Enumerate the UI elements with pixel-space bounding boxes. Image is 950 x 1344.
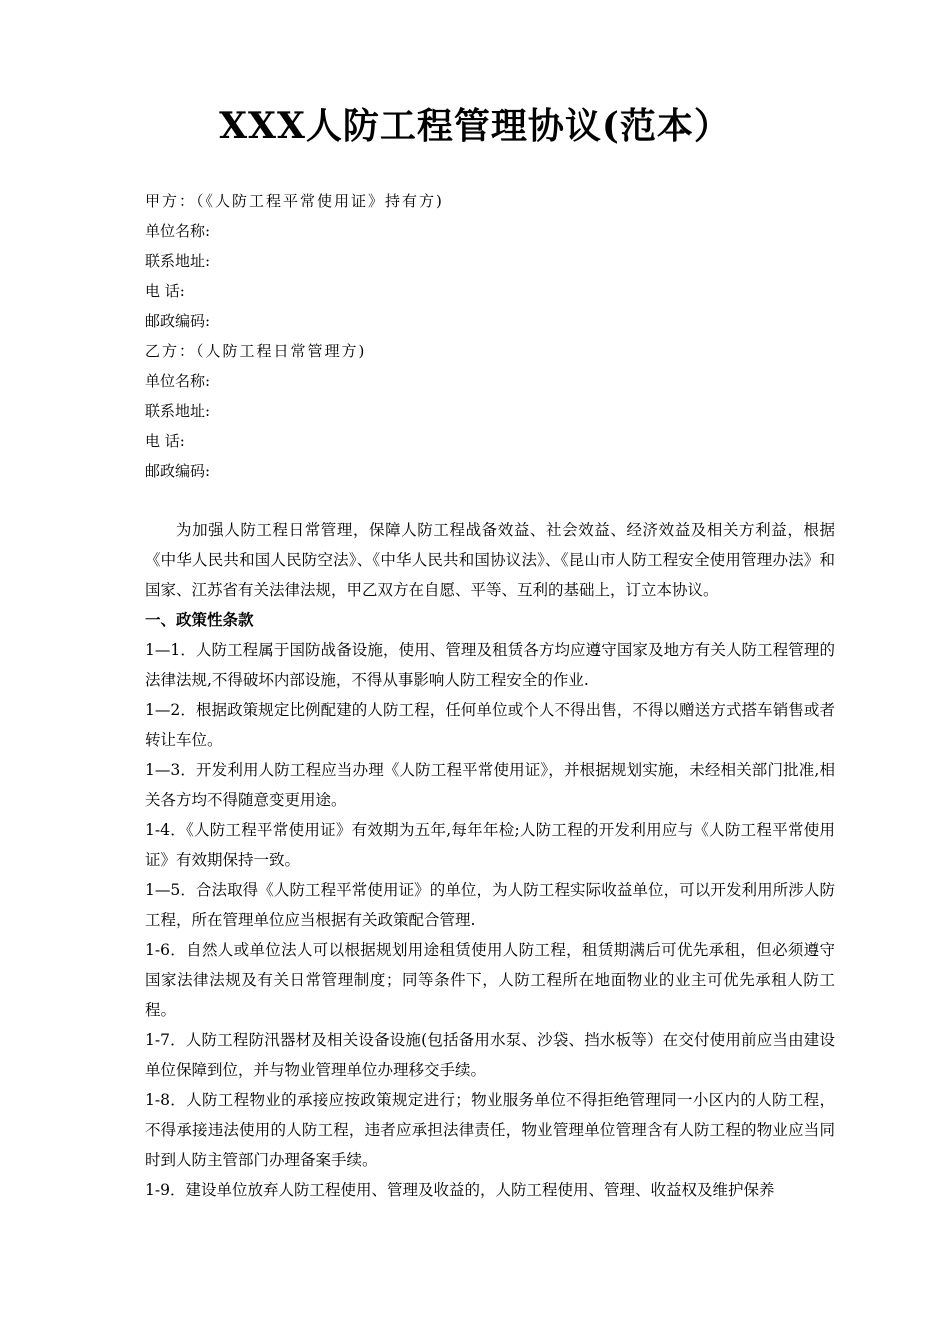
party-b-postcode: 邮政编码: [145, 462, 211, 480]
party-b-unit-name: 单位名称: [145, 372, 211, 390]
agreement-body [145, 515, 835, 1205]
parties-block [145, 186, 835, 486]
party-b-heading: 乙方：（人防工程日常管理方) [145, 342, 367, 360]
clause-paragraph: 1—3．开发利用人防工程应当办理《人防工程平常使用证》，并根据规划实施，未经相关部门批准,相关各方均不得随意变更用途。 [145, 761, 835, 809]
clause-paragraph: 1-4．《人防工程平常使用证》有效期为五年,每年年检;人防工程的开发利用应与《人防工程平常使用证》有效期保持一致。 [145, 821, 835, 869]
preamble-paragraph: 为加强人防工程日常管理，保障人防工程战备效益、社会效益、经济效益及相关方利益，根据《中华人民共和国人民防空法》、《中华人民共和国协议法》、《昆山市人防工程安全使用管理办法》和国家、江苏省有关法律法规，甲乙双方在自愿、平等、互利的基础上，订立本协议。 [145, 521, 835, 599]
party-a-unit-name: 单位名称: [145, 222, 211, 240]
section-heading-policy: 一、政策性条款 [145, 611, 254, 629]
party-a-heading: 甲方：（《人防工程平常使用证》持有方) [145, 192, 444, 210]
party-b-phone: 电 话: [145, 432, 185, 450]
party-a-postcode: 邮政编码: [145, 312, 211, 330]
party-b-address: 联系地址: [145, 402, 211, 420]
party-a-address: 联系地址: [145, 252, 211, 270]
clause-paragraph: 1-8．人防工程物业的承接应按政策规定进行；物业服务单位不得拒绝管理同一小区内的人防工程，不得承接违法使用的人防工程，违者应承担法律责任，物业管理单位管理含有人防工程的物业应当同时到人防主管部门办理备案手续。 [145, 1091, 835, 1169]
clause-paragraph: 1—2．根据政策规定比例配建的人防工程，任何单位或个人不得出售，不得以赠送方式搭车销售或者转让车位。 [145, 701, 835, 749]
clause-paragraph: 1—5．合法取得《人防工程平常使用证》的单位，为人防工程实际收益单位，可以开发利用所涉人防工程，所在管理单位应当根据有关政策配合管理. [145, 881, 835, 929]
document-title: XXX人防工程管理协议(范本） [219, 105, 731, 147]
clause-paragraph: 1-9．建设单位放弃人防工程使用、管理及收益的，人防工程使用、管理、收益权及维护保养 [145, 1181, 775, 1199]
clause-paragraph: 1—1．人防工程属于国防战备设施，使用、管理及租赁各方均应遵守国家及地方有关人防工程管理的法律法规,不得破坏内部设施，不得从事影响人防工程安全的作业. [145, 641, 835, 689]
clause-paragraph: 1-6．自然人或单位法人可以根据规划用途租赁使用人防工程，租赁期满后可优先承租，但必须遵守国家法律法规及有关日常管理制度；同等条件下，人防工程所在地面物业的业主可优先承租人防工程。 [145, 941, 835, 1019]
clause-paragraph: 1-7．人防工程防汛器材及相关设备设施(包括备用水泵、沙袋、挡水板等）在交付使用前应当由建设单位保障到位，并与物业管理单位办理移交手续。 [145, 1031, 835, 1079]
party-a-phone: 电 话: [145, 282, 185, 300]
